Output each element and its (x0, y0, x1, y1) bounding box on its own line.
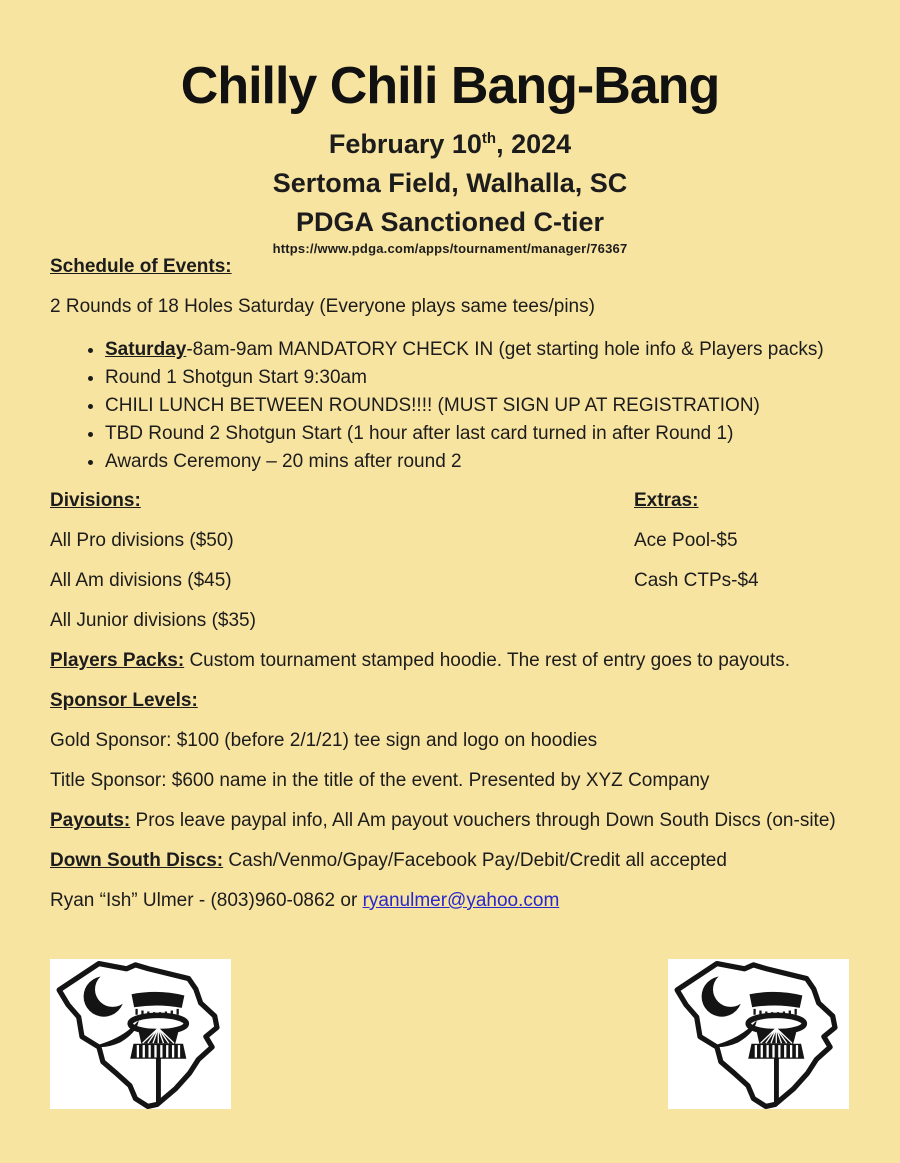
schedule-list (50, 336, 850, 476)
schedule-item: • CHILI LUNCH BETWEEN ROUNDS!!!! (MUST SIGN UP AT REGISTRATION) (105, 392, 850, 420)
contact-line: Ryan “Ish” Ulmer - (803)960-0862 or ryanulmer@yahoo.com (50, 890, 560, 911)
division-item: All Am divisions ($45) (50, 570, 232, 591)
date-ordinal: th (481, 130, 497, 147)
divisions-heading: Divisions: (50, 490, 141, 511)
sc-state-disc-golf-basket-icon (668, 958, 849, 1110)
down-south-discs-line: Down South Discs: Cash/Venmo/Gpay/Facebook Pay/Debit/Credit all accepted (50, 850, 727, 871)
extras-heading: Extras: (634, 490, 699, 511)
players-packs-line: Players Packs: Custom tournament stamped hoodie. The rest of entry goes to payouts. (50, 650, 791, 671)
title-sponsor-line: Title Sponsor: $600 name in the title of the event. Presented by XYZ Company (50, 770, 710, 791)
event-date: February 10th, 2024 (328, 129, 572, 159)
schedule-item: • Round 1 Shotgun Start 9:30am (105, 364, 850, 392)
pdga-url: https://www.pdga.com/apps/tournament/manager/76367 (272, 241, 628, 256)
sc-state-disc-golf-basket-icon (50, 958, 231, 1110)
divisions-extras-row (50, 490, 850, 650)
sponsor-levels-heading: Sponsor Levels: (50, 690, 198, 711)
division-item: All Pro divisions ($50) (50, 530, 234, 551)
email-link[interactable]: ryanulmer@yahoo.com (362, 890, 560, 911)
sc-disc-golf-logo (668, 958, 849, 1110)
flyer-header (0, 0, 900, 256)
event-location: Sertoma Field, Walhalla, SC (272, 168, 628, 198)
schedule-heading: Schedule of Events: (50, 256, 232, 277)
schedule-item: • TBD Round 2 Shotgun Start (1 hour after last card turned in after Round 1) (105, 420, 850, 448)
flyer-body (0, 256, 900, 912)
division-item: All Junior divisions ($35) (50, 610, 256, 631)
extras-column (634, 490, 850, 650)
extras-item: Cash CTPs-$4 (634, 570, 759, 591)
extras-item: Ace Pool-$5 (634, 530, 738, 551)
divisions-column (50, 490, 634, 650)
schedule-item: • Awards Ceremony – 20 mins after round 2 (105, 448, 850, 476)
event-sanction: PDGA Sanctioned C-tier (295, 207, 605, 237)
gold-sponsor-line: Gold Sponsor: $100 (before 2/1/21) tee sign and logo on hoodies (50, 730, 598, 751)
schedule-item: • Saturday-8am-9am MANDATORY CHECK IN (get starting hole info & Players packs) (105, 336, 850, 364)
event-title: Chilly Chili Bang-Bang (180, 57, 720, 115)
sc-disc-golf-logo (50, 958, 231, 1110)
payouts-line: Payouts: Pros leave paypal info, All Am payout vouchers through Down South Discs (on-site) (50, 810, 836, 831)
schedule-intro: 2 Rounds of 18 Holes Saturday (Everyone plays same tees/pins) (50, 296, 595, 317)
